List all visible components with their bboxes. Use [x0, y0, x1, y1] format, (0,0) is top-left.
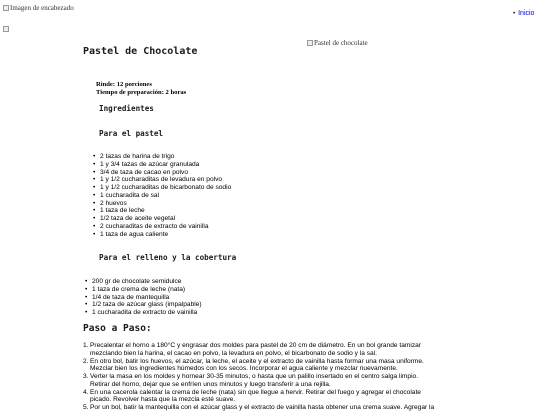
- ingredients-heading: Ingredientes: [99, 104, 154, 113]
- list-item: • 200 gr de chocolate semidulce: [92, 278, 202, 286]
- step-text: mezclando bien la harina, el cacao en polvo, la levadura en polvo, el bicarbonato de sodio y la sal.: [90, 349, 378, 357]
- servings-text: Rinde: 12 porciones: [96, 81, 152, 88]
- step-text: Por un bol, batir la mantequilla con el azúcar glass y el extracto de vainilla hasta obtener una crema suave. Agregar la: [90, 404, 435, 411]
- step-number: 2.: [83, 357, 89, 365]
- recipe-title: Pastel de Chocolate: [83, 46, 198, 57]
- broken-image-icon: [3, 26, 9, 32]
- step-number: 5.: [83, 404, 89, 411]
- list-item: • 1 taza de crema de leche (nata): [92, 286, 202, 294]
- step-text: Retirar del horno, dejar que se enfríen unos minutos y luego transferir a una rejilla.: [90, 380, 331, 388]
- prep-time-text: Tiempo de preparación: 2 horas: [96, 89, 187, 96]
- nav-home-link[interactable]: Inicio: [518, 10, 535, 17]
- list-item: • 1 y 3/4 tazas de azúcar granulada: [100, 161, 231, 169]
- header-image: [3, 4, 74, 12]
- cake-image-alt: Pastel de chocolate: [314, 39, 368, 47]
- step-text: En otro bol, batir los huevos, el azúcar, la leche, el aceite y el extracto de vainilla hasta formar una masa uniforme.: [90, 357, 424, 365]
- step-item: [83, 342, 463, 358]
- steps-list: [83, 342, 463, 412]
- step-text: Precalentar el horno a 180°C y engrasar dos moldes para pastel de 20 cm de diámetro. En un bol grande tamizar: [90, 342, 422, 349]
- list-item: • 1/2 taza de azúcar glass (impalpable): [92, 301, 202, 309]
- list-item: • 1 cucharadita de sal: [100, 192, 231, 200]
- step-number: 1.: [83, 342, 89, 349]
- list-item: • 2 cucharaditas de extracto de vainilla: [100, 223, 231, 231]
- step-text: Verter la masa en los moldes y hornear 30-35 minutos, o hasta que un palillo insertado en el centro salga limpio.: [90, 373, 419, 380]
- cake-heading: Para el pastel: [99, 129, 164, 138]
- logo-image: [3, 25, 10, 33]
- broken-image-icon: [3, 5, 9, 11]
- list-item: • 3/4 de taza de cacao en polvo: [100, 169, 231, 177]
- step-item: [83, 404, 463, 412]
- list-item: • 2 tazas de harina de trigo: [100, 153, 231, 161]
- list-item: • 1 y 1/2 cucharaditas de bicarbonato de sodio: [100, 184, 231, 192]
- recipe-content: [83, 46, 533, 411]
- filling-ingredients-list: [92, 278, 202, 317]
- recipe-meta: [96, 81, 533, 97]
- step-item: [83, 373, 463, 389]
- step-item: [83, 389, 463, 405]
- filling-heading: Para el relleno y la cobertura: [99, 253, 237, 262]
- step-number: 3.: [83, 373, 89, 380]
- list-item: • 1 taza de leche: [100, 207, 231, 215]
- cake-ingredients-list: [100, 153, 231, 238]
- nav-menu: [513, 10, 534, 17]
- list-item: • 1 taza de agua caliente: [100, 231, 231, 239]
- step-number: 4.: [83, 388, 89, 396]
- list-item: • 1 cucharadita de extracto de vainilla: [92, 309, 202, 317]
- list-item: • 1 y 1/2 cucharaditas de levadura en polvo: [100, 176, 231, 184]
- step-item: [83, 358, 463, 374]
- list-item: • 1/2 taza de aceite vegetal: [100, 215, 231, 223]
- bullet-icon: •: [513, 11, 516, 17]
- steps-heading: Paso a Paso:: [83, 323, 152, 334]
- list-item: • 2 huevos: [100, 200, 231, 208]
- step-text: Mezclar bien los ingredientes húmedos con los secos. Incorporar el agua caliente y mezclar nuevamente.: [90, 365, 398, 373]
- step-text: En una cacerola calentar la crema de leche (nata) sin que llegue a hervir. Retirar del fuego y agregar el chocolate: [90, 388, 421, 396]
- list-item: • 1/4 de taza de mantequilla: [92, 294, 202, 302]
- step-text: picado. Revolver hasta que la mezcla esté suave.: [90, 396, 236, 404]
- header-image-alt: Imagen de encabezado: [10, 4, 74, 12]
